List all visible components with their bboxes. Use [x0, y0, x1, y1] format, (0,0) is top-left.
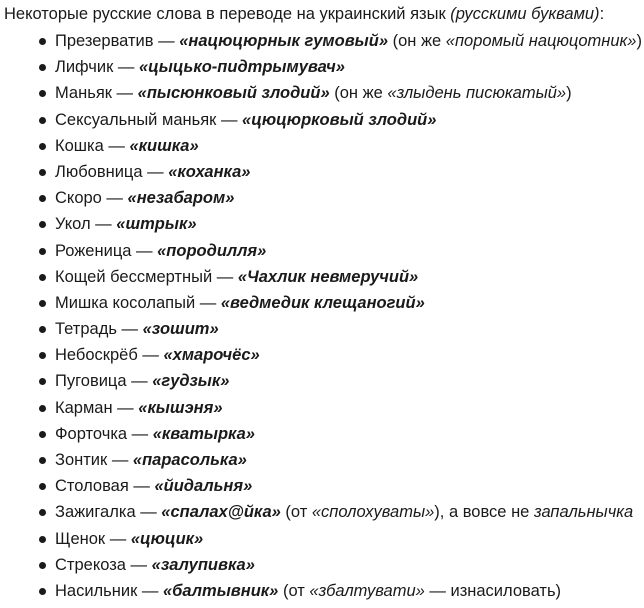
list-item	[0, 135, 642, 161]
russian-word: Роженица —	[55, 241, 158, 260]
list-item	[0, 109, 642, 135]
ukrainian-translation: «зошит»	[142, 320, 219, 339]
ukrainian-translation: «кватырка»	[152, 424, 255, 443]
ukrainian-translation: «парасолька»	[132, 451, 247, 469]
bullet-icon	[39, 195, 46, 202]
russian-word: Столовая —	[55, 477, 155, 496]
russian-word: Презерватив —	[55, 32, 180, 50]
russian-word: Зонтик —	[55, 451, 133, 469]
ukrainian-translation: «породилля»	[157, 241, 267, 260]
russian-word: Скоро —	[55, 189, 128, 208]
russian-word: Пуговица —	[55, 372, 153, 391]
russian-word: Укол —	[55, 215, 117, 234]
ukrainian-translation: «незабаром»	[127, 189, 235, 208]
bullet-icon	[39, 117, 46, 124]
russian-word: Тетрадь —	[55, 320, 143, 339]
ukrainian-translation: «кышэня»	[138, 398, 223, 417]
bullet-icon	[39, 509, 46, 516]
note-text: (он же	[329, 84, 388, 103]
russian-word: Мишка косолапый —	[55, 293, 221, 312]
russian-word: Кошка —	[55, 136, 130, 155]
list-item	[0, 56, 642, 82]
russian-word: Кощей бессмертный —	[55, 267, 238, 286]
bullet-icon	[39, 352, 46, 359]
list-item	[0, 580, 642, 606]
note-text: (он же	[388, 32, 446, 50]
ukrainian-translation: «коханка»	[168, 162, 251, 181]
russian-word: Насильник —	[55, 581, 163, 600]
bullet-icon	[39, 378, 46, 385]
list-item	[0, 423, 642, 449]
note-italic: «сполохуваты»	[311, 503, 435, 522]
russian-word: Небоскрёб —	[55, 346, 164, 365]
note-italic: «злыдень писюкатый»	[387, 84, 567, 103]
note-italic: «поромый нацюцотник»	[445, 32, 637, 50]
note-text-2: — изнасиловать)	[424, 581, 562, 600]
intro-colon: :	[599, 5, 605, 23]
note-text-2: )	[566, 84, 572, 103]
ukrainian-translation: «залупивка»	[151, 555, 255, 574]
note-text: (от	[278, 581, 310, 600]
ukrainian-translation: «цюцик»	[130, 529, 204, 548]
list-item	[0, 370, 642, 396]
bullet-icon	[39, 405, 46, 412]
russian-word: Форточка —	[55, 424, 153, 443]
list-item	[0, 266, 642, 292]
intro-note: (русскими буквами)	[450, 5, 600, 23]
russian-word: Маньяк —	[55, 84, 138, 103]
russian-word: Любовница —	[55, 162, 169, 181]
bullet-icon	[39, 274, 46, 281]
word-list	[0, 30, 642, 606]
note-text: (от	[280, 503, 312, 522]
list-item	[0, 344, 642, 370]
list-item	[0, 554, 642, 580]
bullet-icon	[39, 536, 46, 543]
bullet-icon	[39, 169, 46, 176]
ukrainian-translation: «Чахлик невмеручий»	[237, 267, 419, 286]
intro-paragraph	[4, 3, 604, 25]
ukrainian-translation: «хмарочёс»	[163, 346, 260, 365]
note-text-2: ), а вовсе не	[434, 503, 534, 522]
bullet-icon	[39, 562, 46, 569]
list-item	[0, 449, 642, 475]
bullet-icon	[39, 588, 46, 595]
russian-word: Щенок —	[55, 529, 131, 548]
list-item	[0, 240, 642, 266]
bullet-icon	[39, 457, 46, 464]
russian-word: Лифчик —	[55, 58, 139, 77]
ukrainian-translation: «цыцько-пидтрымувач»	[138, 58, 345, 77]
list-item	[0, 528, 642, 554]
note-italic-2: запальнычка	[533, 503, 634, 522]
list-item	[0, 318, 642, 344]
russian-word: Стрекоза —	[55, 555, 152, 574]
ukrainian-translation: «балтывник»	[163, 581, 279, 600]
russian-word: Сексуальный маньяк —	[55, 110, 243, 129]
bullet-icon	[39, 300, 46, 307]
ukrainian-translation: «кишка»	[129, 136, 199, 155]
bullet-icon	[39, 221, 46, 228]
bullet-icon	[39, 64, 46, 71]
ukrainian-translation: «нацюцюрнык гумовый»	[179, 32, 389, 50]
list-item	[0, 82, 642, 108]
list-item	[0, 397, 642, 423]
ukrainian-translation: «гудзык»	[152, 372, 230, 391]
list-item	[0, 161, 642, 187]
ukrainian-translation: «цюцюрковый злодий»	[242, 110, 437, 129]
ukrainian-translation: «пысюнковый злодий»	[137, 84, 330, 103]
list-item	[0, 30, 642, 56]
ukrainian-translation: «спалах@йка»	[161, 503, 281, 522]
ukrainian-translation: «штрык»	[116, 215, 197, 234]
note-italic: «збалтувати»	[309, 581, 425, 600]
list-item	[0, 213, 642, 239]
ukrainian-translation: «йидальня»	[154, 477, 253, 496]
bullet-icon	[39, 38, 46, 45]
bullet-icon	[39, 326, 46, 333]
bullet-icon	[39, 90, 46, 97]
bullet-icon	[39, 431, 46, 438]
ukrainian-translation: «ведмедик клещаногий»	[220, 293, 425, 312]
list-item	[0, 292, 642, 318]
note-text-2: )	[636, 32, 642, 50]
list-item	[0, 475, 642, 501]
bullet-icon	[39, 483, 46, 490]
bullet-icon	[39, 143, 46, 150]
intro-text: Некоторые русские слова в переводе на украинский язык	[4, 5, 451, 23]
russian-word: Зажигалка —	[55, 503, 162, 522]
bullet-icon	[39, 248, 46, 255]
russian-word: Карман —	[55, 398, 139, 417]
list-item	[0, 187, 642, 213]
list-item	[0, 501, 642, 527]
